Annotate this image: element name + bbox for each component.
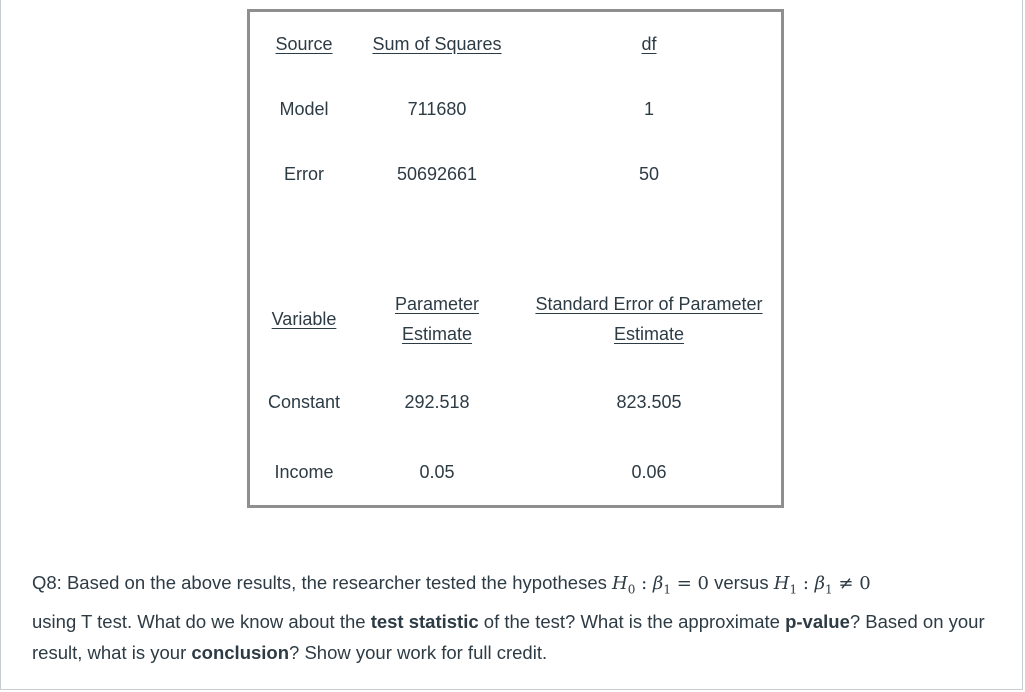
row-income-estimate: 0.05 <box>419 462 455 482</box>
question-versus: versus <box>708 572 774 593</box>
row-error-ss: 50692661 <box>396 164 478 184</box>
term-conclusion: conclusion <box>191 641 290 663</box>
header-source: Source <box>275 34 333 54</box>
row-error-df: 50 <box>638 164 660 184</box>
header-variable: Variable <box>271 309 337 329</box>
header-parameter-estimate-line1: Parameter <box>394 294 480 314</box>
question-text <box>32 567 1012 668</box>
header-parameter-estimate-line2: Estimate <box>401 324 473 344</box>
header-df: df <box>641 34 657 54</box>
row-model-source: Model <box>279 99 329 119</box>
header-sum-of-squares: Sum of Squares <box>372 34 502 54</box>
question-part4: ? Based on your result, what is your <box>32 610 985 663</box>
header-standard-error-line1: Standard Error of Parameter <box>535 294 763 314</box>
row-income-variable: Income <box>274 462 334 482</box>
question-part1: Q8: Based on the above results, the researcher tested the hypotheses <box>32 572 613 593</box>
null-hypothesis: $H_0$ : $\beta_1 = 0$ <box>612 573 709 597</box>
row-constant-se: 823.505 <box>616 392 682 412</box>
row-income-se: 0.06 <box>631 462 667 482</box>
row-model-ss: 711680 <box>407 99 467 119</box>
question-part3: of the test? What is the approximate <box>478 610 786 632</box>
term-test-statistic: test statistic <box>370 610 479 632</box>
row-constant-variable: Constant <box>267 392 341 412</box>
regression-output-table <box>247 9 784 508</box>
row-constant-estimate: 292.518 <box>404 392 470 412</box>
alternative-hypothesis: $H_1$ : $\beta_1 \ne 0$ <box>773 573 871 597</box>
term-p-value: p-value <box>785 610 850 632</box>
question-part2: using T test. What do we know about the <box>32 610 371 632</box>
header-standard-error-line2: Estimate <box>613 324 685 344</box>
question-part5: ? Show your work for full credit. <box>289 641 548 663</box>
row-model-df: 1 <box>643 99 655 119</box>
row-error-source: Error <box>284 164 324 184</box>
